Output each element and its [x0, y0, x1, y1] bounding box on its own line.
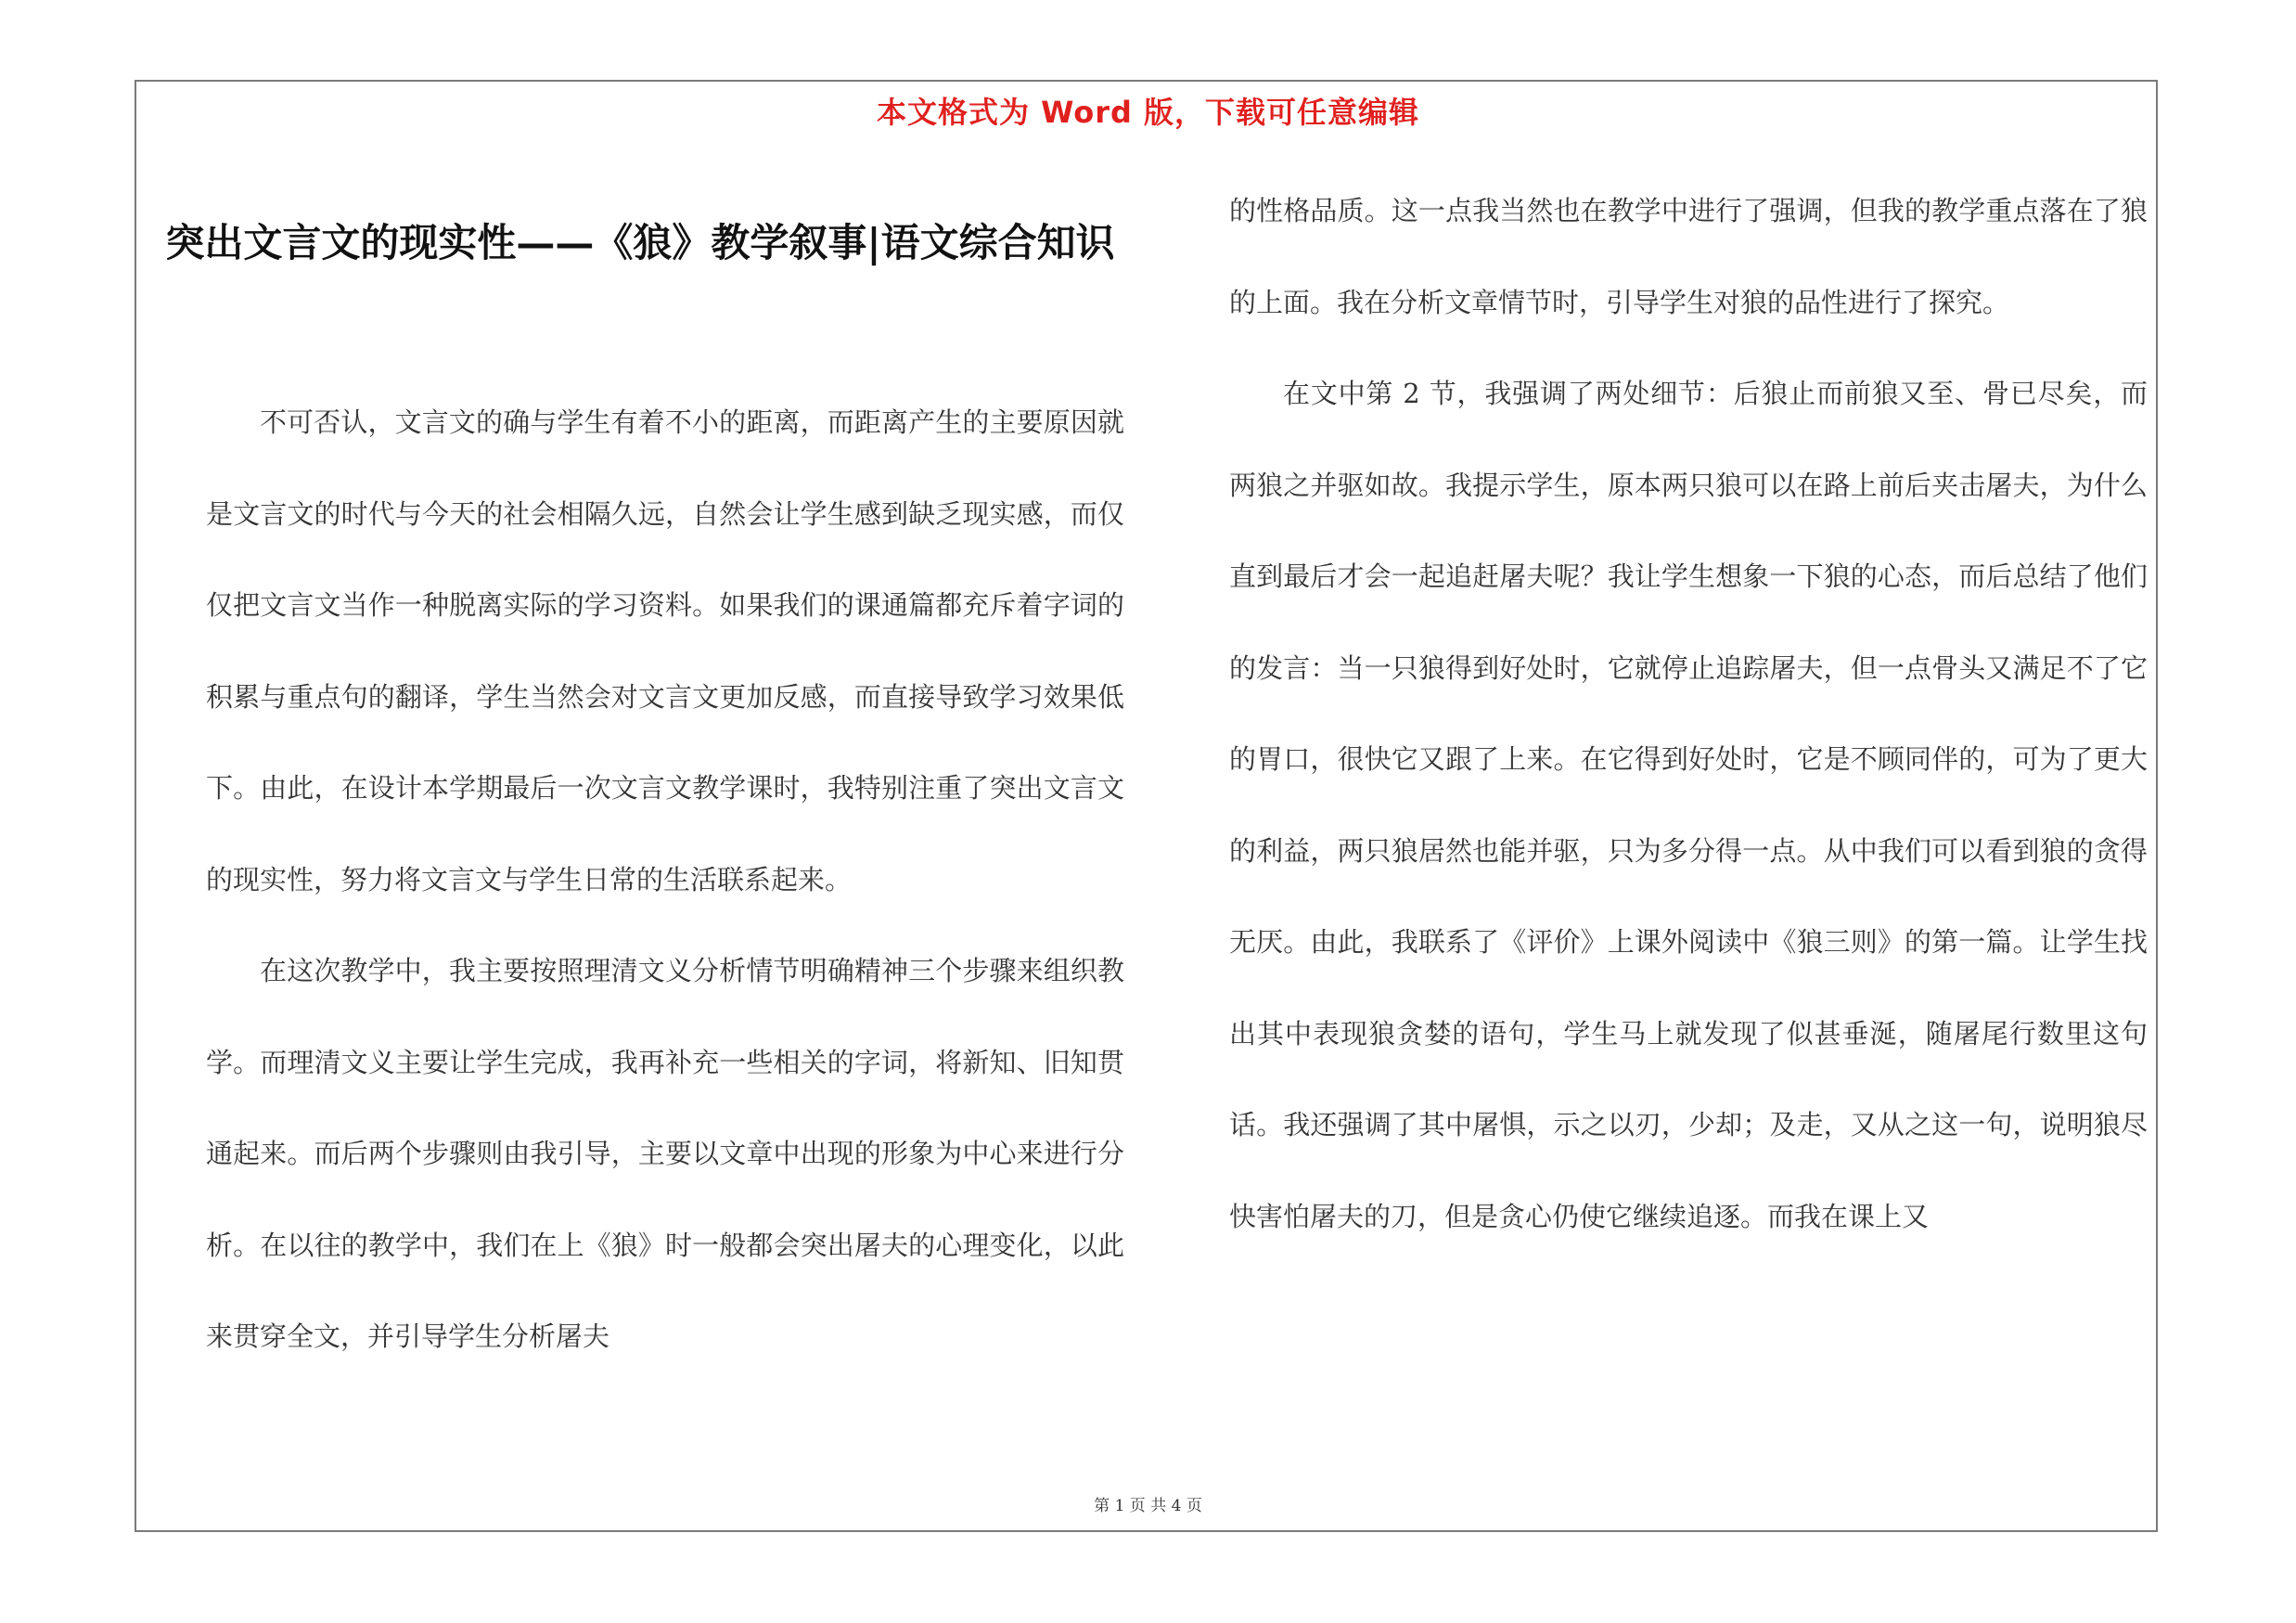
right-column	[1229, 165, 2148, 1262]
page-number: 第 1 页 共 4 页	[1094, 1497, 1202, 1515]
left-column	[206, 377, 1124, 1383]
document-title: 突出文言文的现实性——《狼》教学叙事|语文综合知识	[165, 220, 1115, 265]
word-format-banner: 本文格式为 Word 版，下载可任意编辑	[876, 95, 1420, 130]
paragraph: 不可否认，文言文的确与学生有着不小的距离，而距离产生的主要原因就是文言文的时代与今天的社会相隔久远，自然会让学生感到缺乏现实感，而仅仅把文言文当作一种脱离实际的学习资料。如果我们的课通篇都充斥着字词的积累与重点句的翻译，学生当然会对文言文更加反感，而直接导致学习效果低下。由此，在设计本学期最后一次文言文教学课时，我特别注重了突出文言文的现实性，努力将文言文与学生日常的生活联系起来。	[206, 406, 1124, 895]
paragraph: 在文中第 2 节，我强调了两处细节：后狼止而前狼又至、骨已尽矣，而两狼之并驱如故。我提示学生，原本两只狼可以在路上前后夹击屠夫，为什么直到最后才会一起追赶屠夫呢？我让学生想象一下狼的心态，而后总结了他们的发言：当一只狼得到好处时，它就停止追踪屠夫，但一点骨头又满足不了它的胃口，很快它又跟了上来。在它得到好处时，它是不顾同伴的，可为了更大的利益，两只狼居然也能并驱，只为多分得一点。从中我们可以看到狼的贪得无厌。由此，我联系了《评价》上课外阅读中《狼三则》的第一篇。让学生找出其中表现狼贪婪的语句，学生马上就发现了似甚垂涎，随屠尾行数里这句话。我还强调了其中屠惧，示之以刃，少却；及走，又从之这一句，说明狼尽快害怕屠夫的刀，但是贪心仍使它继续追逐。而我在课上又	[1229, 378, 2148, 1232]
paragraph: 的性格品质。这一点我当然也在教学中进行了强调，但我的教学重点落在了狼的上面。我在分析文章情节时，引导学生对狼的品性进行了探究。	[1229, 195, 2148, 318]
paragraph: 在这次教学中，我主要按照理清文义分析情节明确精神三个步骤来组织教学。而理清文义主要让学生完成，我再补充一些相关的字词，将新知、旧知贯通起来。而后两个步骤则由我引导，主要以文章中出现的形象为中心来进行分析。在以往的教学中，我们在上《狼》时一般都会突出屠夫的心理变化，以此来贯穿全文，并引导学生分析屠夫	[206, 955, 1124, 1352]
